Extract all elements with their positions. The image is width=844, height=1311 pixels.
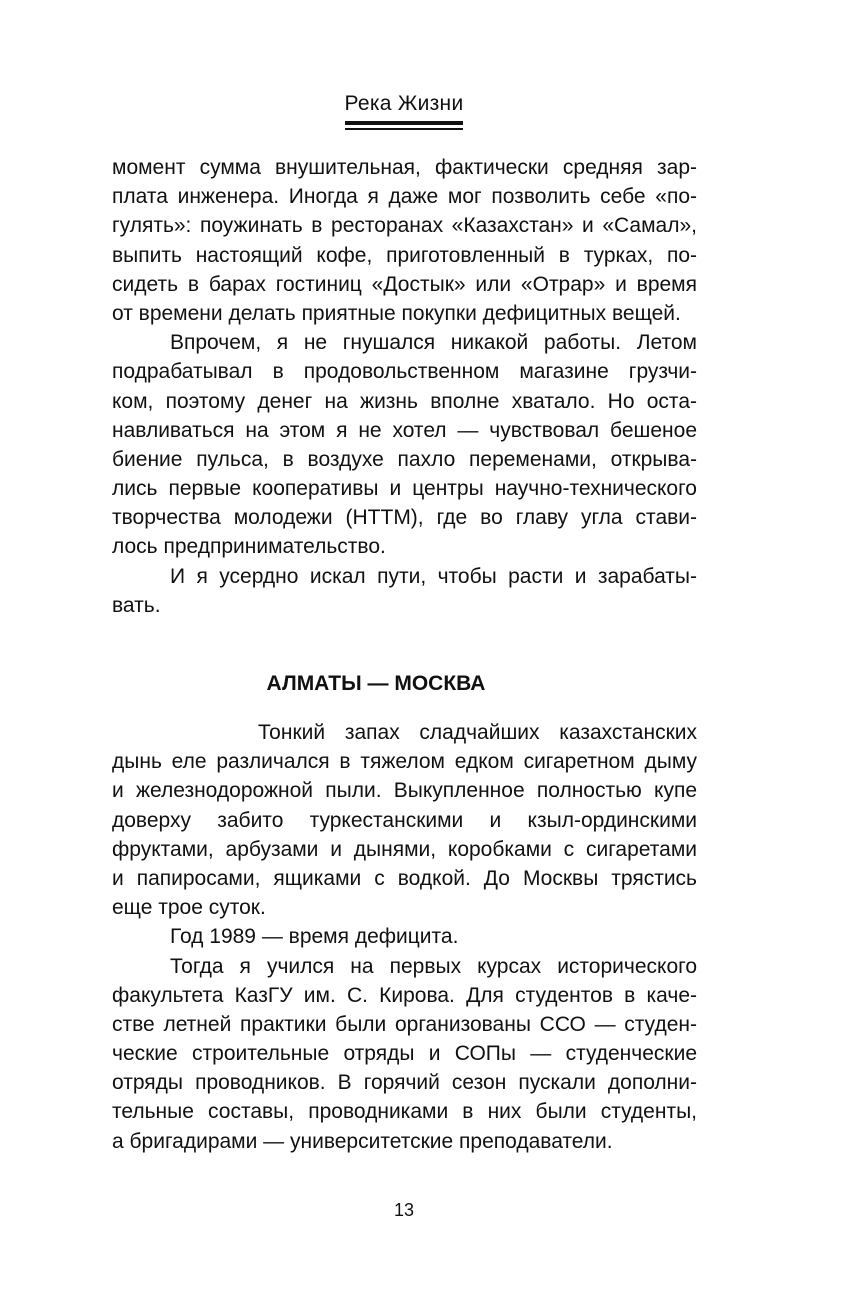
text-block-2 (112, 718, 697, 1156)
text-line: вать. (112, 593, 161, 617)
section-title: АЛМАТЫ — МОСКВА (266, 672, 486, 695)
text-line: гулять»: поужинать в ресторанах «Казахстан» и «Самал», (112, 214, 697, 238)
text-line: биение пульса, в воздухе пахло переменами, открыва- (112, 447, 697, 471)
text-line: выпить настоящий кофе, приготовленный в турках, по- (112, 243, 697, 267)
page-number: 13 (393, 1200, 415, 1220)
running-head-rule-thin (345, 128, 463, 130)
running-head: Река Жизни (344, 92, 464, 115)
text-line: навливаться на этом я не хотел — чувствовал бешеное (112, 418, 697, 442)
text-line: лось предпринимательство. (112, 535, 386, 559)
text-line: Впрочем, я не гнушался никакой работы. Летом (170, 331, 697, 355)
text-line: ком, поэтому денег на жизнь вполне хватало. Но оста- (112, 389, 697, 413)
text-line: факультета КазГУ им. С. Кирова. Для студентов в каче- (112, 983, 697, 1007)
text-line: Тогда я учился на первых курсах исторического (170, 954, 697, 978)
text-line: И я усердно искал пути, чтобы расти и зарабаты- (170, 564, 697, 588)
text-line: тельные составы, проводниками в них были студенты, (112, 1100, 697, 1124)
text-line: и железнодорожной пыли. Выкупленное полностью купе (112, 779, 697, 803)
text-line: ческие строительные отряды и СОПы — студенческие (112, 1042, 697, 1066)
text-line: отряды проводников. В горячий сезон пускали дополни- (112, 1071, 697, 1095)
text-line: доверху забито туркестанскими и кзыл-ординскими (112, 808, 697, 832)
text-line: сидеть в барах гостиниц «Достык» или «Отрар» и время (112, 272, 697, 296)
text-line: а бригадирами — университетские преподаватели. (112, 1129, 613, 1153)
text-line: от времени делать приятные покупки дефицитных вещей. (112, 301, 681, 325)
text-line: подрабатывал в продовольственном магазине грузчи- (112, 360, 697, 384)
text-line: лись первые кооперативы и центры научно-технического (112, 477, 697, 501)
text-line: момент сумма внушительная, фактически средняя зар- (112, 156, 697, 179)
running-head-rule-thick (345, 121, 463, 125)
text-line: стве летней практики были организованы ССО — студен- (112, 1012, 697, 1036)
text-line: плата инженера. Иногда я даже мог позволить себе «по- (112, 185, 697, 209)
text-line: фруктами, арбузами и дынями, коробками с сигаретами (112, 837, 697, 861)
text-line: Год 1989 — время дефицита. (170, 925, 459, 949)
text-block-1 (112, 153, 697, 620)
text-line: еще трое суток. (112, 896, 266, 920)
text-line: Тонкий запах сладчайших казахстанских (258, 721, 697, 744)
text-line: творчества молодежи (НТТМ), где во главу угла стави- (112, 506, 697, 530)
text-line: дынь еле различался в тяжелом едком сигаретном дыму (112, 750, 697, 774)
text-line: и папиросами, ящиками с водкой. До Москвы трястись (112, 866, 697, 890)
